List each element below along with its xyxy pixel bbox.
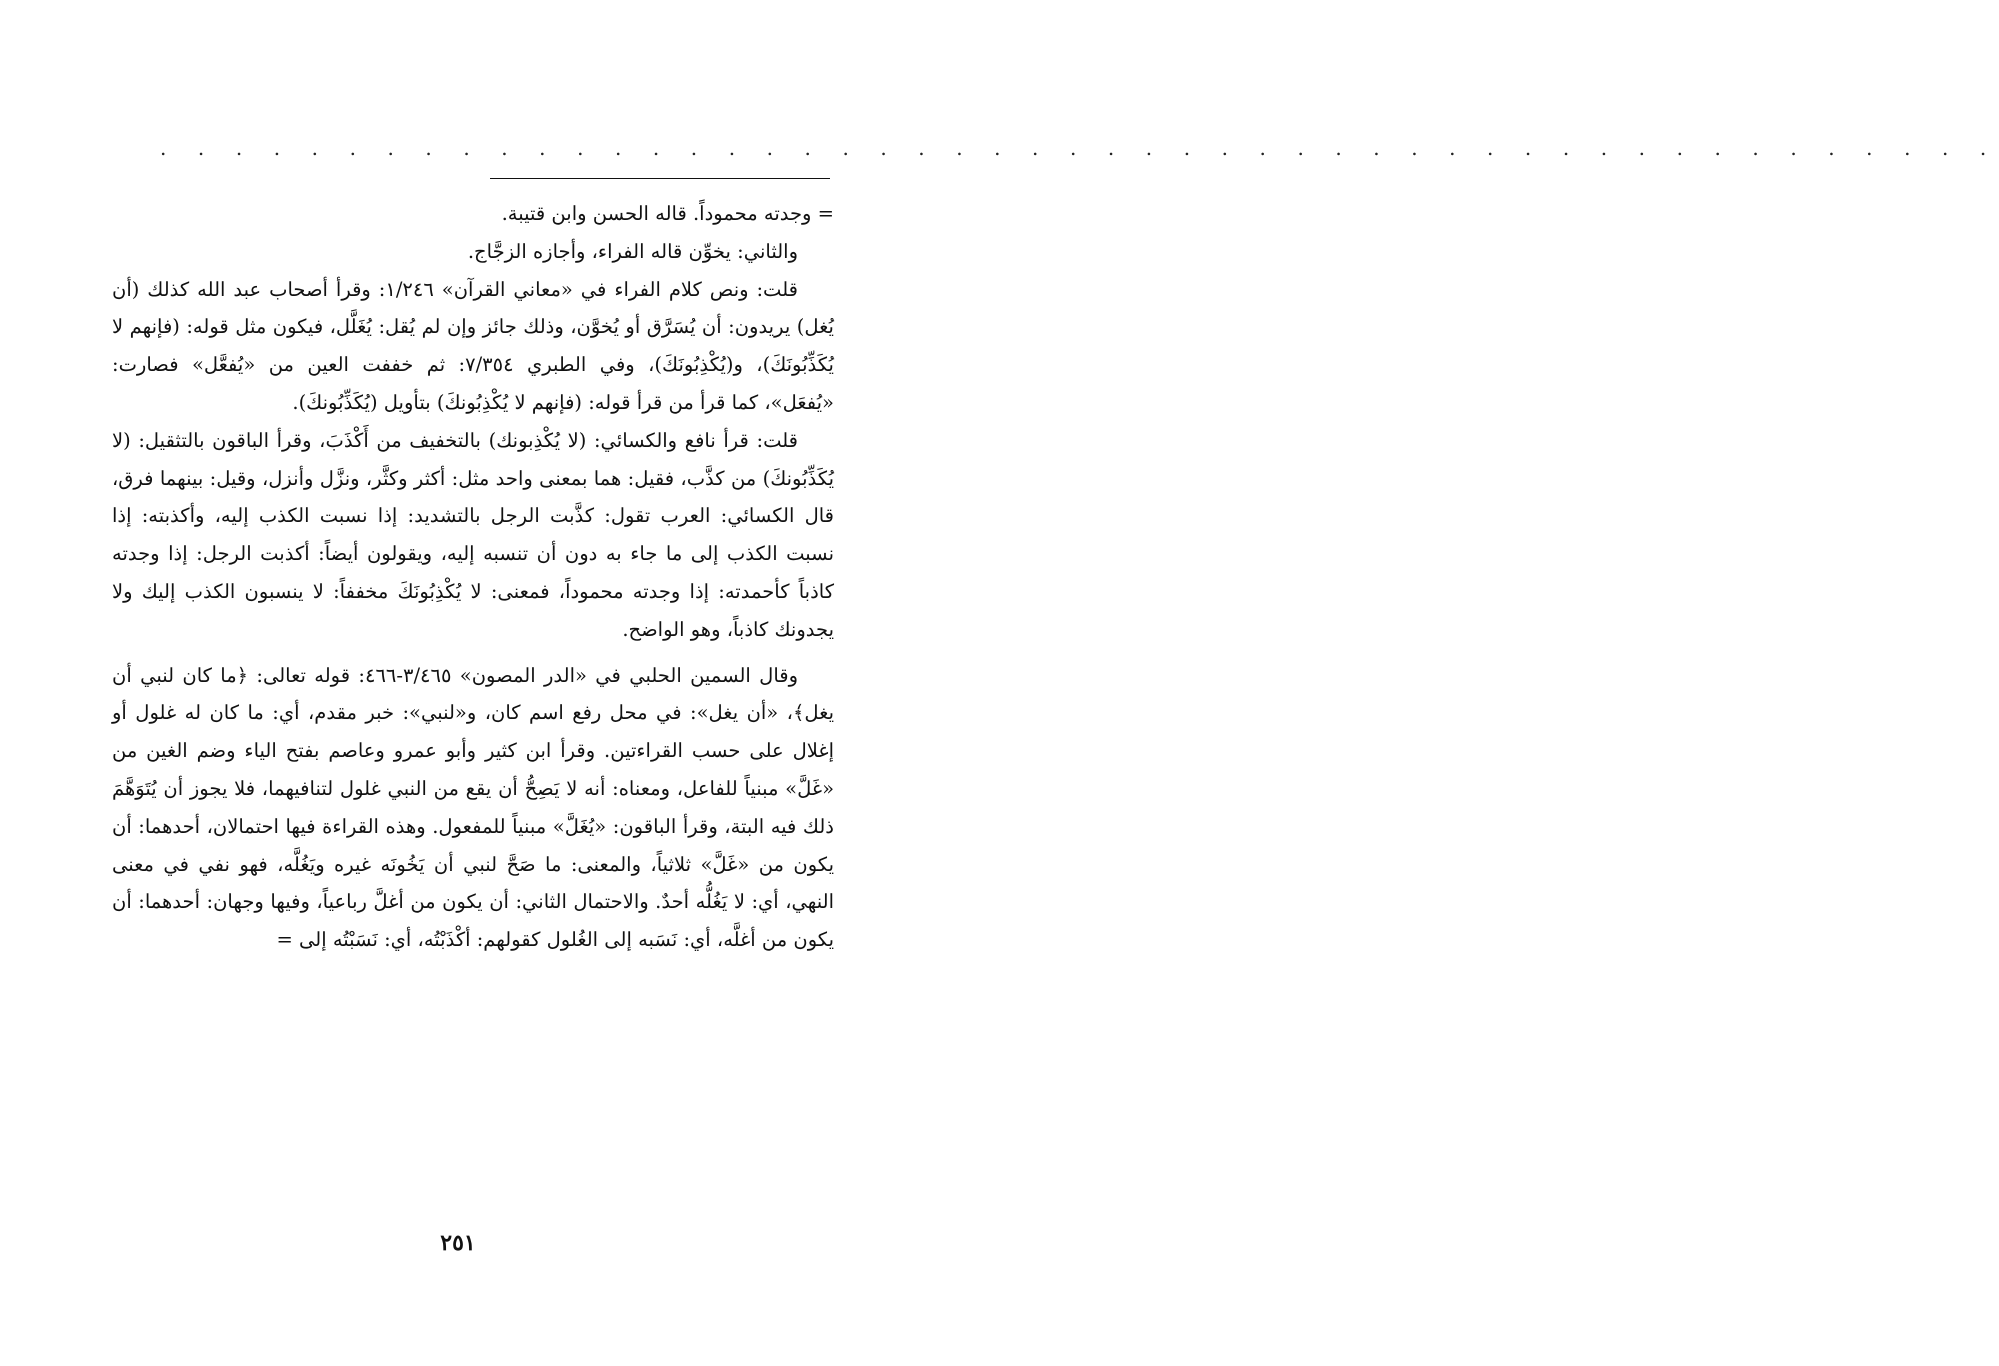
paragraph-farra-quote: قلت: ونص كلام الفراء في «معاني القرآن» ١/٢٤٦: وقرأ أصحاب عبد الله كذلك (أن يُغل) يريدون: أن يُسَرَّق أو يُخوَّن، وذلك جائز وإن لم يُقل: يُغَلَّل، فيكون مثل قوله: (فإنهم لا يُكَذِّبُونَكَ)، و(يُكْذِبُونَكَ)، وفي الطبري ٧/٣٥٤: ثم خففت العين من «يُفعَّل» فصارت: «يُفعَل»، كما قرأ من قرأ قوله: (فإنهم لا يُكْذِبُونكَ) بتأويل (يُكَذِّبُونكَ). [112,277,834,414]
footnote-rule [490,178,830,179]
paragraph-samin-quote: وقال السمين الحلبي في «الدر المصون» ٣/٤٦٥-٤٦٦: قوله تعالى: ﴿ما كان لنبي أن يغل﴾، «أن يغل»: في محل رفع اسم كان، و«لنبي»: خبر مقدم، أي: ما كان له غلول أو إغلال على حسب القراءتين. وقرأ ابن كثير وأبو عمرو وعاصم بفتح الياء وضم الغين من «غَلَّ» مبنياً للفاعل، ومعناه: أنه لا يَصِحُّ أن يقع من النبي غلول لتنافيهما، فلا يجوز أن يُتَوَهَّمَ ذلك فيه البتة، وقرأ الباقون: «يُغَلَّ» مبنياً للمفعول. وهذه القراءة فيها احتمالان، أحدهما: أن يكون من «غَلَّ» ثلاثياً، والمعنى: ما صَحَّ لنبي أن يَخُونَه غيره ويَغُلَّه، فهو نفي في معنى النهي، أي: لا يَغُلُّه أحدٌ. والاحتمال الثاني: أن يكون من أغلَّ رباعياً، وفيها وجهان: أحدهما: أن يكون من أغلَّه، أي: نَسَبه إلى الغُلول كقولهم: أكْذَبْتُه، أي: نَسَبْتُه إلى = [112,663,834,952]
page-number: ٢٥١ [440,1230,476,1256]
page-body [112,195,834,959]
paragraph-second-opinion: والثاني: يخوِّن قاله الفراء، وأجازه الزجَّاج. [467,239,798,263]
continuation-paragraph: = وجدته محموداً. قاله الحسن وابن قتيبة. [501,202,834,225]
paragraph-readings: قلت: قرأ نافع والكسائي: (لا يُكْذِبونك) بالتخفيف من أَكْذَبَ، وقرأ الباقون بالتثقيل: (لا يُكَذِّبُونكَ) من كذَّب، فقيل: هما بمعنى واحد مثل: أكثر وكثَّر، ونزَّل وأنزل، وقيل: بينهما فرق، قال الكسائي: العرب تقول: كذَّبت الرجل بالتشديد: إذا نسبت الكذب إليه، وأكذبته: إذا نسبت الكذب إلى ما جاء به دون أن تنسبه إليه، ويقولون أيضاً: أكذبت الرجل: إذا وجدته كاذباً كأحمدته: إذا وجدته محموداً، فمعنى: لا يُكْذِبُونَكَ مخففاً: لا ينسبون الكذب إليك ولا يجدونك كاذباً، وهو الواضح. [112,428,834,641]
dotted-separator: . . . . . . . . . . . . . . . . . . . . . . . . . . . . . . . . . . . . . . . . . . . . . . . . . [160,136,1999,160]
